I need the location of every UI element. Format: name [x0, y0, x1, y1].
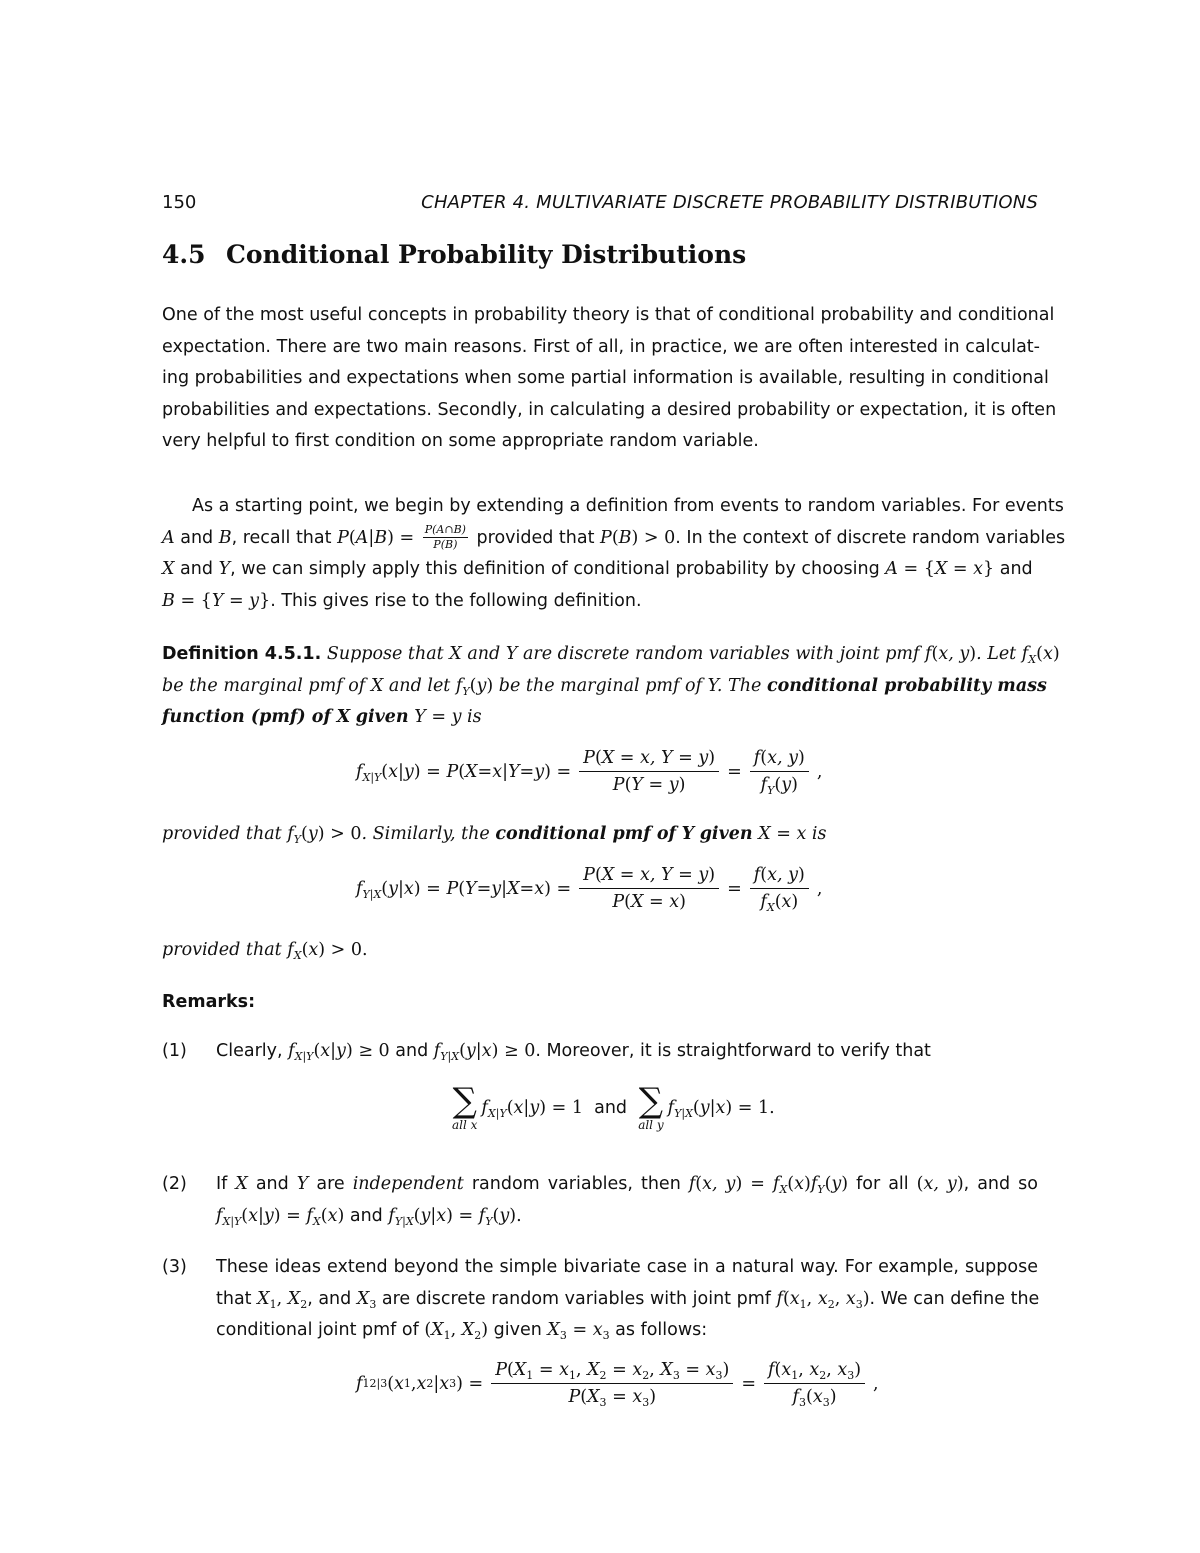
definition-provided-2: provided that $f_X(x) > 0$. — [162, 940, 368, 962]
section-title: Conditional Probability Distributions — [226, 240, 747, 269]
intro-line: expectation. There are two main reasons. First of all, in practice, we are often interested in calculat- — [162, 336, 1040, 357]
paragraph-2 — [162, 491, 1066, 617]
intro-line: probabilities and expectations. Secondly, in calculating a desired probability or expectation, it is often — [162, 399, 1057, 420]
remarks-heading: Remarks: — [162, 992, 256, 1012]
p2-line-2: A and B, recall that P(A|B) = $\frac{P(A\cap B)}{P(B)}$ provided that P(B) > 0. In the context of discrete random variables — [162, 523, 1066, 551]
remark-3: (3) These ideas extend beyond the simple bivariate case in a natural way. For example, suppose that $X_1$, $X_2$, and $X_3$ are discrete random variables with joint pmf $f(x_1$, $x_2$, $x_3$). We can define the conditional joint pmf of ($X_1$, $X_2$) given $X_3 = x_3$ as follows: — [162, 1257, 1040, 1342]
p2-line-3: X and Y, we can simply apply this definition of conditional probability by choosing A = {X = x} and — [162, 559, 1033, 579]
equation-cond-pmf-y: $f_{Y|X}$ ( y | x ) = P ( Y = y | X = x ) = $\frac{P(X = x, Y = y)}{P(X = x)}$ = $\frac{f(x, y)}{f_X(x)}$ , — [356, 865, 823, 914]
definition-block — [162, 639, 1060, 734]
equation-sums: ∑ all x $f_{X|Y}$ ( x | y ) = 1 and ∑ all y $f_{Y|X}$ ( y | x ) = 1. — [452, 1081, 775, 1132]
equation-cond-pmf-x: $f_{X|Y}$ ( x | y ) = P ( X = x | Y = y ) = $\frac{P(X = x, Y = y)}{P(Y = y)}$ = $\frac{f(x, y)}{f_Y(y)}$ , — [356, 748, 823, 797]
intro-line: very helpful to first condition on some appropriate random variable. — [162, 431, 759, 451]
page-number: 150 — [162, 192, 197, 213]
running-header — [162, 192, 1038, 218]
intro-paragraph — [162, 300, 1057, 458]
def-line-2: be the marginal pmf of X and let $f_Y(y)$ be the marginal pmf of Y. The conditional probability mass — [162, 675, 1047, 698]
p2-line-4: B = {Y = y}. This gives rise to the following definition. — [162, 590, 642, 611]
section-heading — [162, 240, 746, 269]
equation-joint-conditional: f 12|3 ( x 1 , x 2 | x 3 ) = $\frac{P(X_1 = x_1, X_2 = x_2, X_3 = x_3)}{P(X_3 = x_3)}$ = $\frac{f(x_1, x_2, x_3)}{f_3(x_3)}$ , — [356, 1360, 879, 1409]
chapter-title: CHAPTER 4. MULTIVARIATE DISCRETE PROBABILITY DISTRIBUTIONS — [421, 192, 1038, 213]
definition-provided-1: provided that $f_Y(y) > 0$. Similarly, the conditional pmf of Y given X = x is — [162, 824, 827, 846]
intro-line: ing probabilities and expectations when some partial information is available, resulting in conditional — [162, 368, 1049, 388]
section-number: 4.5 — [162, 240, 206, 269]
intro-line: One of the most useful concepts in probability theory is that of conditional probability and conditional — [162, 305, 1055, 325]
def-line-3: function (pmf) of X given Y = y is — [162, 707, 482, 727]
remark-2: (2) If X and Y are independent random variables, then f(x, $y) = f_X(x)f_Y(y)$ for all (x, y), and so $f_{X|Y}(x|y) = f_X(x)$ and $f_{Y|X}(y|x) = f_Y(y)$. — [162, 1174, 1038, 1228]
def-line-1: Definition 4.5.1. Suppose that X and Y are discrete random variables with joint pmf f(x, y). Let $f_X(x)$ — [162, 644, 1060, 666]
p2-line-1: As a starting point, we begin by extending a definition from events to random variables. For events — [192, 496, 1064, 516]
